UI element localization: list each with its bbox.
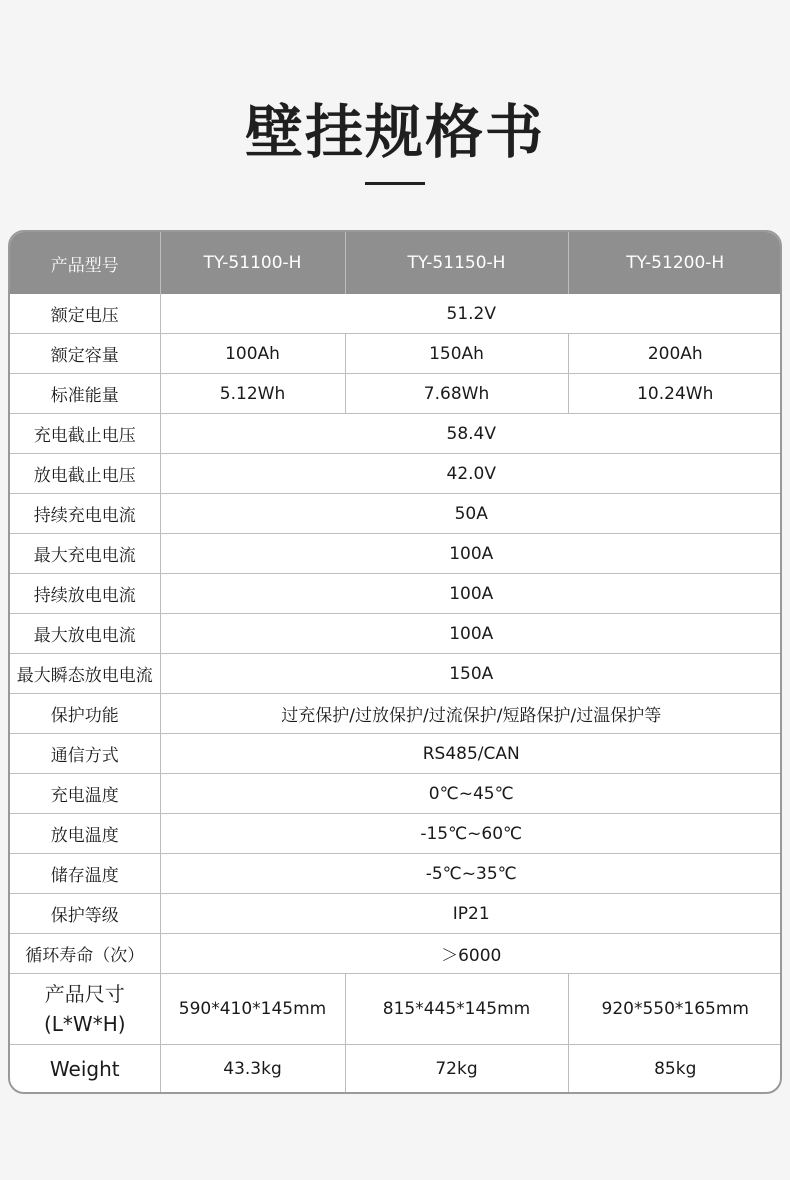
row-value: 100Ah: [160, 334, 345, 374]
row-value: 100A: [160, 614, 782, 654]
header-model-2: TY-51150-H: [345, 232, 568, 294]
row-label: 充电温度: [10, 774, 160, 814]
row-label: 充电截止电压: [10, 414, 160, 454]
row-value: IP21: [160, 894, 782, 934]
row-label: Weight: [10, 1045, 160, 1093]
row-value: 43.3kg: [160, 1045, 345, 1093]
row-value: 200Ah: [568, 334, 782, 374]
table-row: [10, 654, 782, 694]
row-value: 590*410*145mm: [160, 974, 345, 1045]
table-row: [10, 374, 782, 414]
row-value: 7.68Wh: [345, 374, 568, 414]
table-row: [10, 414, 782, 454]
row-label: 循环寿命（次）: [10, 934, 160, 974]
row-value: -15℃~60℃: [160, 814, 782, 854]
table-header-row: [10, 232, 782, 294]
header-model-3: TY-51200-H: [568, 232, 782, 294]
table-row: [10, 774, 782, 814]
row-value: 10.24Wh: [568, 374, 782, 414]
row-label: 额定容量: [10, 334, 160, 374]
table-row: [10, 574, 782, 614]
table-row: [10, 694, 782, 734]
row-label: 保护等级: [10, 894, 160, 934]
row-label: [10, 974, 160, 1045]
table-row: [10, 974, 782, 1045]
row-label-line1: 产品尺寸: [44, 982, 125, 1006]
row-label: 通信方式: [10, 734, 160, 774]
table-row: [10, 1045, 782, 1093]
row-label: 最大放电电流: [10, 614, 160, 654]
row-value: 72kg: [345, 1045, 568, 1093]
row-label: 持续充电电流: [10, 494, 160, 534]
row-value: 0℃~45℃: [160, 774, 782, 814]
table-row: [10, 454, 782, 494]
table-row: [10, 854, 782, 894]
row-label: 最大充电电流: [10, 534, 160, 574]
row-value: 51.2V: [160, 294, 782, 334]
row-value: 815*445*145mm: [345, 974, 568, 1045]
row-value: 920*550*165mm: [568, 974, 782, 1045]
table-row: [10, 294, 782, 334]
row-label: 放电温度: [10, 814, 160, 854]
row-value: 150Ah: [345, 334, 568, 374]
table-row: [10, 334, 782, 374]
row-value: RS485/CAN: [160, 734, 782, 774]
table-row: [10, 894, 782, 934]
row-value: 150A: [160, 654, 782, 694]
table-row: [10, 494, 782, 534]
row-label: 保护功能: [10, 694, 160, 734]
row-value: 85kg: [654, 1058, 697, 1079]
row-label: 额定电压: [10, 294, 160, 334]
row-value: -5℃~35℃: [160, 854, 782, 894]
table-row: [10, 534, 782, 574]
header-model-label: 产品型号: [10, 232, 160, 294]
row-value: 42.0V: [160, 454, 782, 494]
table-row: [10, 734, 782, 774]
row-value: 过充保护/过放保护/过流保护/短路保护/过温保护等: [160, 694, 782, 734]
table-row: [10, 814, 782, 854]
row-label: 储存温度: [10, 854, 160, 894]
row-label: 标准能量: [10, 374, 160, 414]
row-value: 100A: [160, 574, 782, 614]
row-value: 58.4V: [160, 414, 782, 454]
row-label-line2: (L*W*H): [43, 1012, 126, 1036]
spec-table: [8, 230, 782, 1094]
table-row: [10, 934, 782, 974]
row-value: 100A: [160, 534, 782, 574]
row-label: 持续放电电流: [10, 574, 160, 614]
title-underline: [365, 182, 425, 185]
row-value: ＞6000: [160, 934, 782, 974]
row-value: 5.12Wh: [160, 374, 345, 414]
table-row: [10, 614, 782, 654]
row-value: 50A: [160, 494, 782, 534]
header-model-1: TY-51100-H: [160, 232, 345, 294]
page-title: 壁挂规格书: [244, 98, 545, 166]
row-label: 最大瞬态放电电流: [10, 654, 160, 694]
row-label: 放电截止电压: [10, 454, 160, 494]
